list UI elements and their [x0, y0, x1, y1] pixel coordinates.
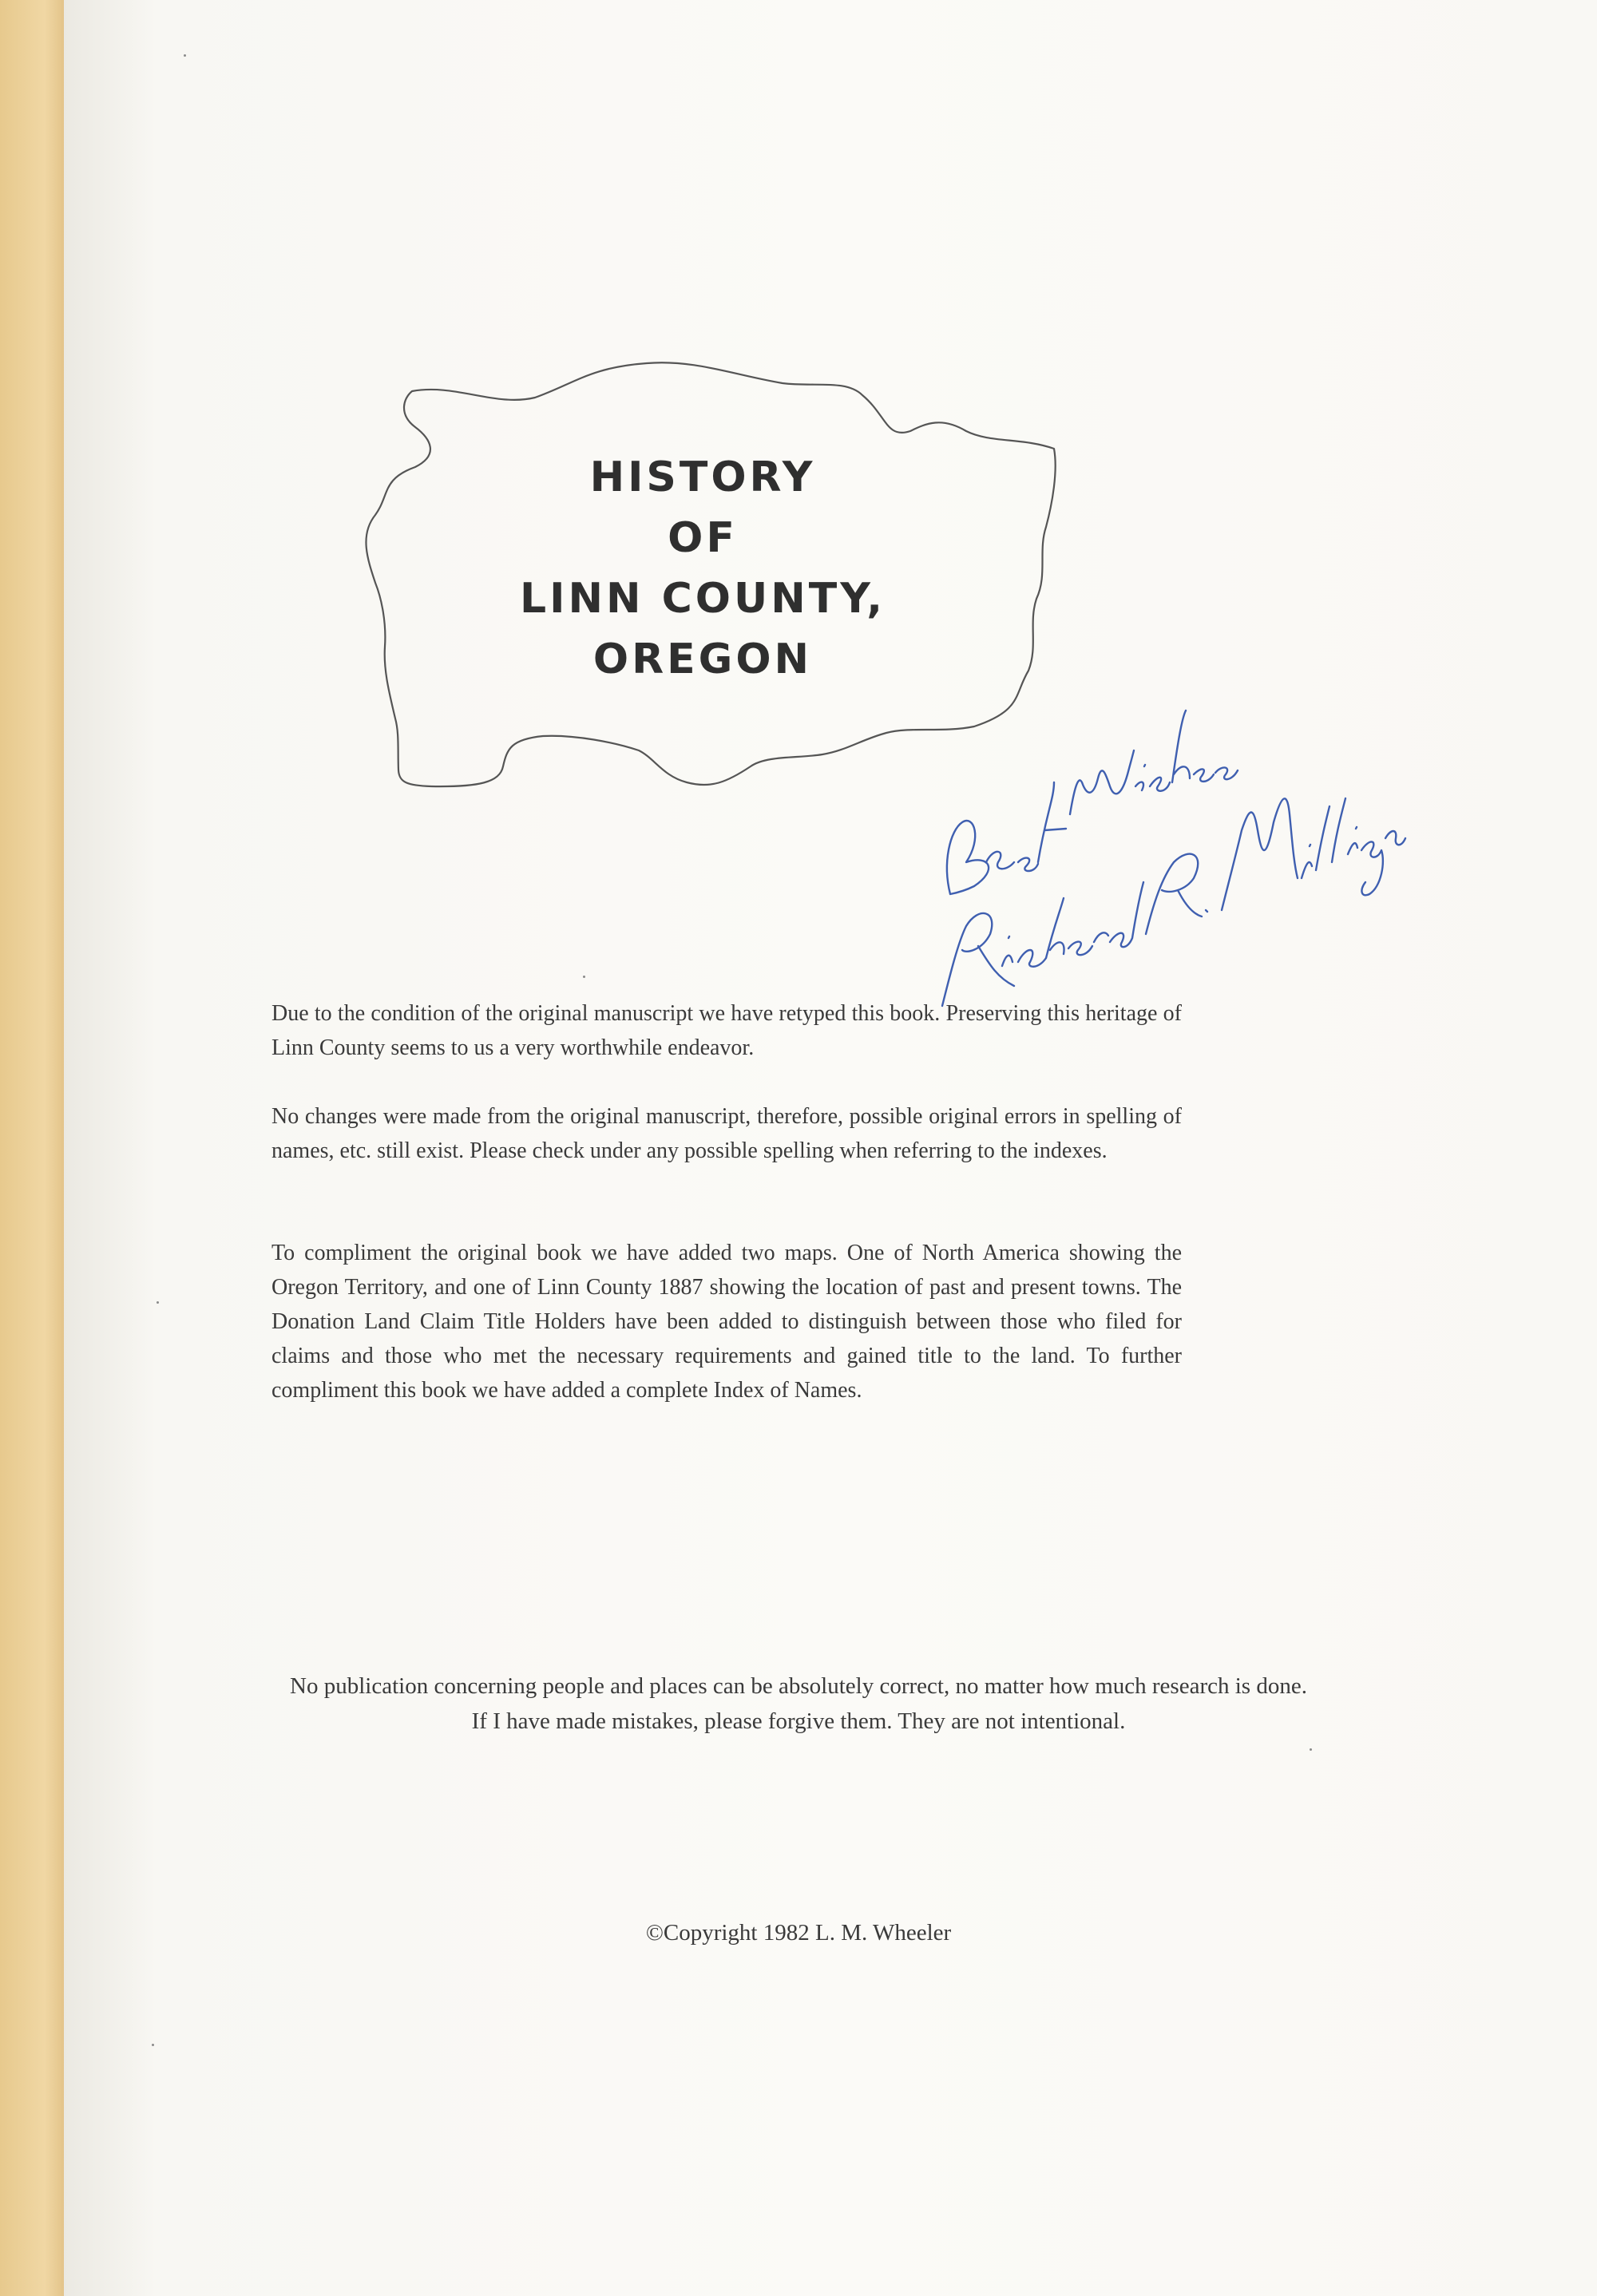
title-line-2: OF [668, 514, 738, 562]
paper-speck [1310, 1748, 1312, 1751]
title-line-3: LINN COUNTY, [519, 575, 886, 623]
paragraph-retyped: Due to the condition of the original manuscript we have retyped this book. Preserving this heritage of Linn County seems to us a very worthwhile endeavor. [271, 1001, 1182, 1060]
book-spine-edge [0, 0, 64, 2296]
title-line-1: HISTORY [589, 453, 816, 501]
paper-speck [157, 1301, 159, 1304]
paper-speck [152, 2044, 154, 2046]
disclaimer [120, 1669, 1477, 1739]
paragraph-no-changes: No changes were made from the original manuscript, therefore, possible original errors in spelling of names, etc. still exist. Please check under any possible spelling when referring to the indexes. [271, 1104, 1182, 1163]
copyright-notice: ©Copyright 1982 L. M. Wheeler [645, 1920, 952, 1946]
title-line-4: OREGON [592, 635, 813, 683]
disclaimer-line-1: No publication concerning people and places can be absolutely correct, no matter how much research is done. [290, 1673, 1307, 1699]
paragraph-maps: To compliment the original book we have added two maps. One of North America showing the Oregon Territory, and one of Linn County 1887 showing the location of past and present towns. The Donation Land Claim Title Holders have been added to distinguish between those who filed for claims and those who met the necessary requirements and gained title to the land. To further compliment this book we have added a complete Index of Names. [271, 1241, 1182, 1403]
paper-speck [583, 976, 585, 978]
book-title [463, 447, 942, 690]
paper-speck [184, 54, 186, 57]
handwritten-signature [918, 623, 1413, 1022]
disclaimer-line-2: If I have made mistakes, please forgive them. They are not intentional. [471, 1708, 1126, 1734]
